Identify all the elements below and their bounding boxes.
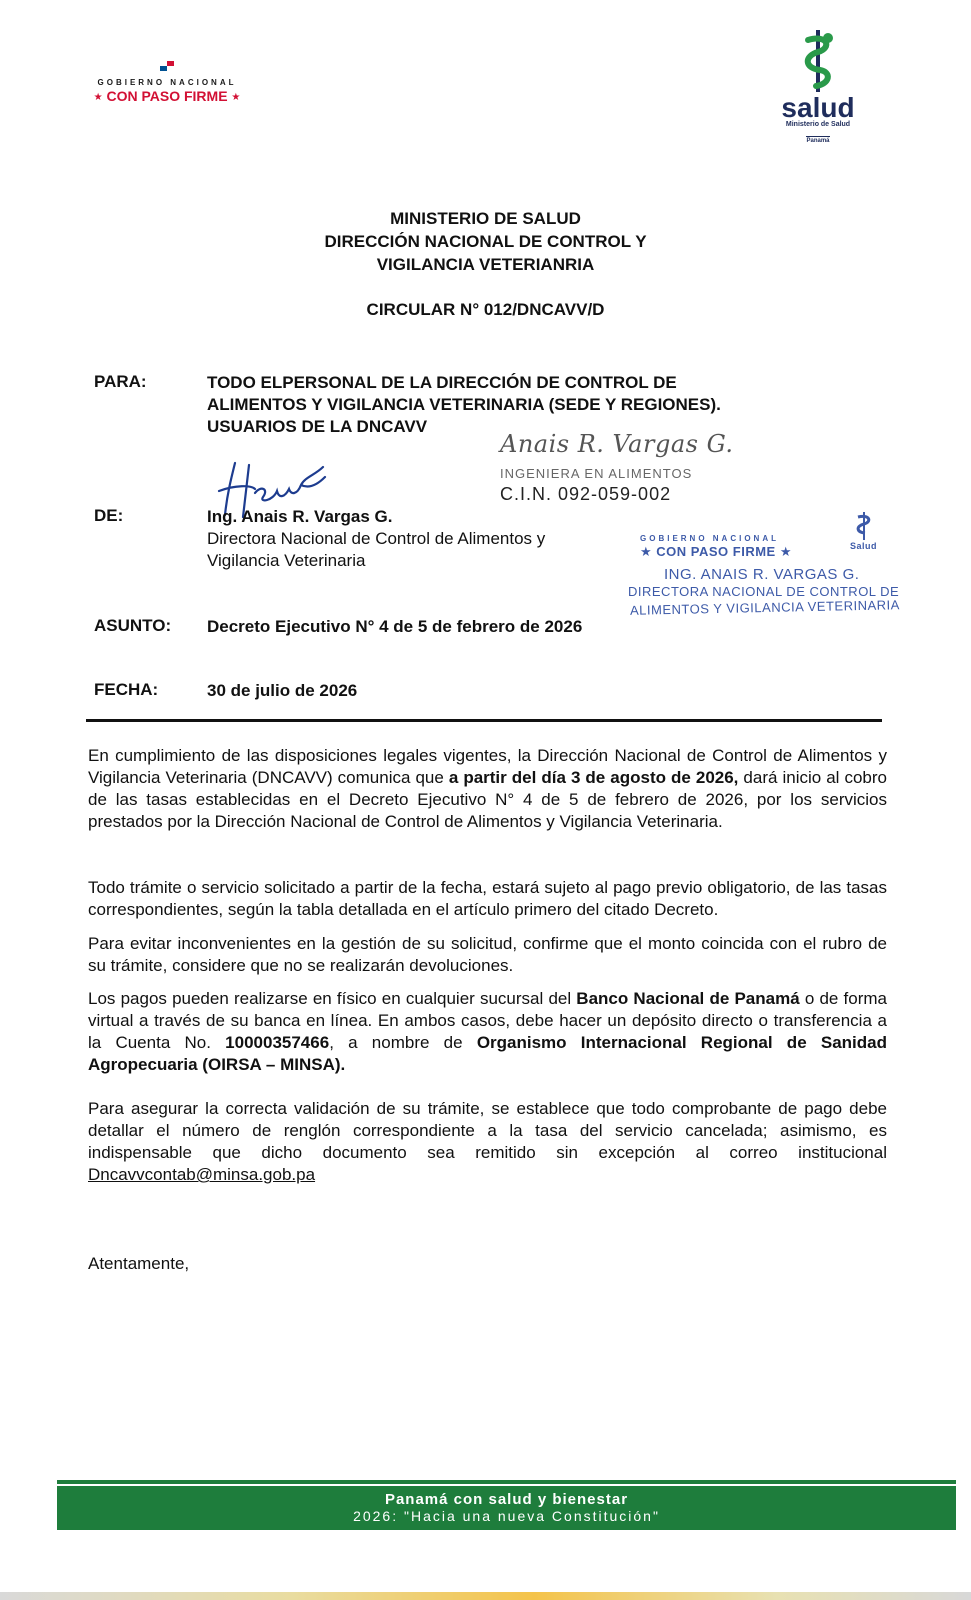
stamp-title-line-2: ALIMENTOS Y VIGILANCIA VETERINARIA: [629, 597, 900, 618]
fecha-label: FECHA:: [94, 680, 159, 699]
stamp-cin: C.I.N. 092-059-002: [500, 484, 672, 504]
para-line-3: USUARIOS DE LA DNCAVV: [207, 417, 428, 436]
minsa-salud-logo: [768, 30, 868, 147]
heading-line-3: VIGILANCIA VETERIANRIA: [376, 255, 595, 274]
paragraph-5: [88, 1098, 887, 1186]
salud-wordmark: salud: [781, 92, 855, 123]
para-label: PARA:: [94, 372, 147, 391]
paragraph-4-text-c: o de forma virtual a través de su banca en línea. En ambos casos, debe hacer un depósito directo o transferencia a la Cuenta No.: [88, 989, 887, 1052]
heading-line-2: DIRECCIÓN NACIONAL DE CONTROL Y: [324, 232, 647, 251]
paragraph-4: [88, 988, 887, 1076]
stamp-title-line-1: DIRECTORA NACIONAL DE CONTROL DE: [628, 584, 900, 599]
paragraph-5-text: Para asegurar la correcta validación de su trámite, se establece que todo comprobante de pago debe detallar el número de renglón correspondiente a la tasa del servicio cancelada; asimismo, es indispensable que dicho documento sea remitido sin excepción al correo institucional: [88, 1099, 887, 1162]
star-icon: ★: [775, 544, 792, 559]
footer-top-strip: [57, 1480, 956, 1484]
gov-logo-text: GOBIERNO NACIONAL: [97, 78, 237, 87]
fecha-value: 30 de julio de 2026: [207, 681, 358, 700]
email-link[interactable]: Dncavvcontab@minsa.gob.pa: [88, 1165, 316, 1184]
stamp-name: ING. ANAIS R. VARGAS G.: [664, 566, 860, 583]
account-number: 10000357466: [225, 1033, 330, 1052]
asunto-value: Decreto Ejecutivo N° 4 de 5 de febrero de 2026: [207, 617, 583, 636]
heading-line-1: MINISTERIO DE SALUD: [390, 209, 581, 228]
circular-number: CIRCULAR N° 012/DNCAVV/D: [366, 300, 605, 319]
para-line-1: TODO ELPERSONAL DE LA DIRECCIÓN DE CONTROL DE: [207, 373, 677, 392]
gobierno-nacional-logo: [92, 60, 242, 104]
footer-year-motto: 2026: "Hacia una nueva Constitución": [353, 1508, 660, 1524]
stamp-seal-word: Salud: [850, 541, 878, 551]
stamp-profession: INGENIERA EN ALIMENTOS: [500, 466, 693, 481]
account-holder: Organismo Internacional Regional de Sanidad Agropecuaria (OIRSA – MINSA).: [88, 1033, 887, 1074]
paragraph-1-text-a: En cumplimiento de las disposiciones legales vigentes, la Dirección Nacional de Control de Alimentos y Vigilancia Veterinaria (DNCAVV) comunica que: [88, 746, 887, 787]
header-divider: [86, 719, 882, 722]
star-icon: ★: [231, 91, 241, 103]
de-name: Ing. Anais R. Vargas G.: [207, 507, 393, 526]
footer-banner: [57, 1486, 956, 1530]
minsa-logo-subtitle: Ministerio de Salud: [785, 121, 851, 128]
document-heading: [0, 207, 971, 276]
minsa-logo-country: Panamá: [806, 138, 830, 144]
asunto-label: ASUNTO:: [94, 616, 172, 635]
paragraph-2: Todo trámite o servicio solicitado a partir de la fecha, estará sujeto al pago previo obligatorio, de las tasas correspondientes, según la tabla detallada en el artículo primero del citado Decreto.: [88, 878, 887, 919]
de-value: [207, 506, 545, 572]
stamp-gov-text: GOBIERNO NACIONAL: [640, 534, 779, 543]
minsa-emblem-icon: [798, 30, 838, 92]
paragraph-1-text-c: dará inicio al cobro de las tasas establecidas en el Decreto Ejecutivo N° 4 de 5 de febrero de 2026, por los servicios prestados por la Dirección Nacional de Control de Alimentos y Vigilancia Veterinaria.: [88, 768, 887, 831]
stamp-gov-motto: [640, 544, 792, 560]
closing-text: Atentamente,: [88, 1254, 190, 1273]
bottom-color-band: [0, 1592, 971, 1600]
paragraph-4-text-e: , a nombre de: [329, 1033, 477, 1052]
stamp-signature-text: Anais R. Vargas G.: [500, 430, 734, 458]
de-label: DE:: [94, 506, 124, 525]
stamp-minsa-emblem-icon: [852, 512, 876, 540]
stamp-gov-motto-text: CON PASO FIRME: [656, 544, 776, 559]
star-icon: ★: [640, 544, 657, 559]
gov-logo-motto: [92, 88, 242, 104]
bank-name: Banco Nacional de Panamá: [576, 989, 800, 1008]
para-value: [207, 372, 721, 438]
panama-flag-icon: [160, 61, 174, 71]
paragraph-3: Para evitar inconvenientes en la gestión de su solicitud, confirme que el monto coincida con el rubro de su trámite, considere que no se realizarán devoluciones.: [88, 934, 887, 975]
footer-slogan: Panamá con salud y bienestar: [384, 1491, 629, 1508]
star-icon: ★: [93, 91, 103, 103]
gov-logo-motto-text: CON PASO FIRME: [106, 88, 228, 104]
paragraph-1-start-date: a partir del día 3 de agosto de 2026,: [448, 768, 739, 787]
de-title-line-1: Directora Nacional de Control de Alimentos y: [207, 529, 546, 548]
paragraph-1: [88, 745, 887, 833]
de-title-line-2: Vigilancia Veterinaria: [207, 551, 366, 570]
para-line-2: ALIMENTOS Y VIGILANCIA VETERINARIA (SEDE Y REGIONES).: [207, 395, 721, 414]
paragraph-4-text-a: Los pagos pueden realizarse en físico en cualquier sucursal del: [88, 989, 577, 1008]
